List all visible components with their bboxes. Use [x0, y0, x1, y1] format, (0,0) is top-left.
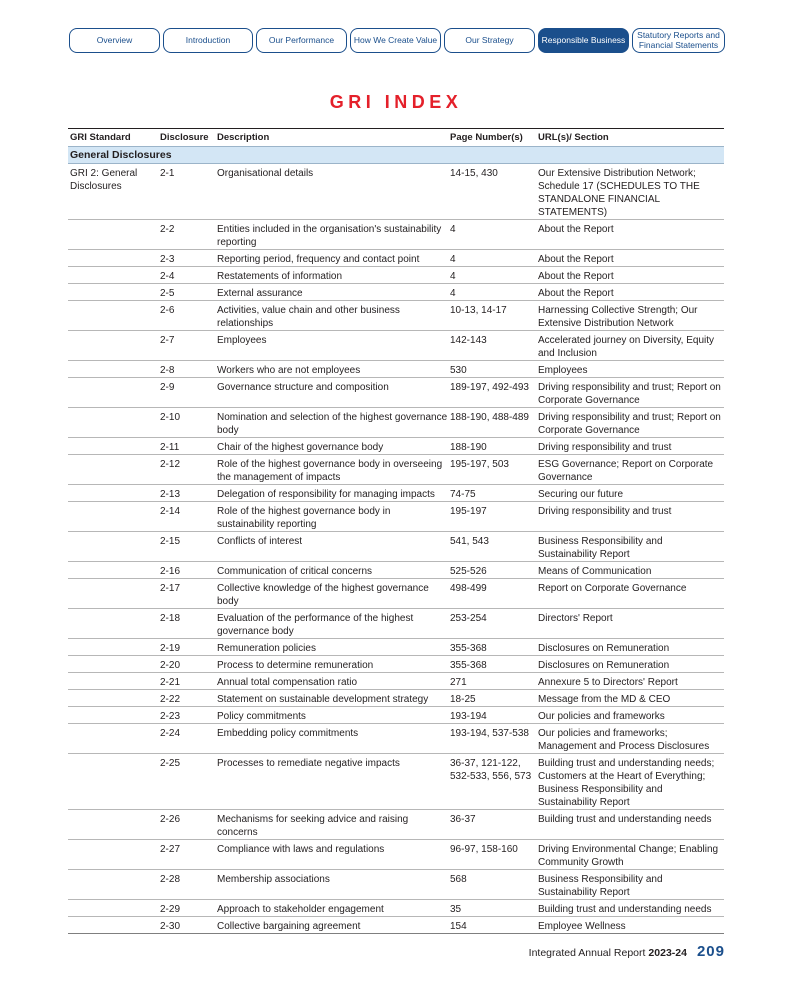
- page-numbers-cell: 541, 543: [450, 536, 489, 547]
- url-section-cell: Driving responsibility and trust: [538, 506, 672, 517]
- description-cell: Organisational details: [217, 168, 314, 179]
- table-row: [68, 690, 724, 707]
- table-row: [68, 639, 724, 656]
- description-cell: Evaluation of the performance of the highest governance body: [217, 613, 414, 637]
- description-cell: Processes to remediate negative impacts: [217, 758, 400, 769]
- disclosure-code: 2-23: [160, 711, 181, 722]
- description-cell: Employees: [217, 335, 267, 346]
- description-cell: Compliance with laws and regulations: [217, 844, 385, 855]
- url-section-cell: Annexure 5 to Directors' Report: [538, 677, 678, 688]
- page-numbers-cell: 96-97, 158-160: [450, 844, 518, 855]
- disclosure-code: 2-7: [160, 335, 175, 346]
- description-cell: External assurance: [217, 288, 303, 299]
- disclosure-code: 2-30: [160, 921, 181, 932]
- table-row: [68, 301, 724, 331]
- header-description: Description: [217, 132, 270, 143]
- description-cell: Embedding policy commitments: [217, 728, 359, 739]
- table-row: [68, 754, 724, 810]
- header-page-numbers: Page Number(s): [450, 132, 523, 143]
- footer-report-name: Integrated Annual Report: [528, 947, 646, 959]
- description-cell: Reporting period, frequency and contact point: [217, 254, 420, 265]
- description-cell: Statement on sustainable development strategy: [217, 694, 429, 705]
- page-numbers-cell: 188-190, 488-489: [450, 412, 529, 423]
- table-row: [68, 378, 724, 408]
- url-section-cell: Our policies and frameworks; Management and Process Disclosures: [538, 728, 710, 752]
- description-cell: Activities, value chain and other business relationships: [217, 305, 400, 329]
- tab-introduction[interactable]: Introduction: [163, 28, 253, 53]
- page-number: 209: [696, 943, 725, 960]
- description-cell: Membership associations: [217, 874, 330, 885]
- url-section-cell: Employees: [538, 365, 588, 376]
- page-numbers-cell: 189-197, 492-493: [450, 382, 529, 393]
- table-row: [68, 250, 724, 267]
- disclosure-code: 2-15: [160, 536, 181, 547]
- disclosure-code: 2-20: [160, 660, 181, 671]
- page-numbers-cell: 142-143: [450, 335, 487, 346]
- table-row: [68, 164, 724, 220]
- page-numbers-cell: 36-37: [450, 814, 476, 825]
- url-section-cell: Business Responsibility and Sustainability Report: [538, 874, 663, 898]
- disclosure-code: 2-2: [160, 224, 175, 235]
- tab-overview[interactable]: Overview: [69, 28, 160, 53]
- url-section-cell: Disclosures on Remuneration: [538, 660, 670, 671]
- table-row: [68, 724, 724, 754]
- disclosure-code: 2-27: [160, 844, 181, 855]
- description-cell: Annual total compensation ratio: [217, 677, 358, 688]
- page-numbers-cell: 195-197, 503: [450, 459, 509, 470]
- disclosure-code: 2-28: [160, 874, 181, 885]
- table-row: [68, 438, 724, 455]
- page-numbers-cell: 355-368: [450, 643, 487, 654]
- description-cell: Governance structure and composition: [217, 382, 389, 393]
- disclosure-code: 2-1: [160, 168, 175, 179]
- disclosure-code: 2-9: [160, 382, 175, 393]
- url-section-cell: Harnessing Collective Strength; Our Extensive Distribution Network: [538, 305, 698, 329]
- disclosure-code: 2-26: [160, 814, 181, 825]
- disclosure-code: 2-4: [160, 271, 175, 282]
- page-numbers-cell: 4: [450, 224, 456, 235]
- gri-standard-label: GRI 2: General Disclosures: [70, 168, 138, 192]
- table-header: [68, 128, 724, 146]
- page-numbers-cell: 355-368: [450, 660, 487, 671]
- description-cell: Approach to stakeholder engagement: [217, 904, 384, 915]
- page-numbers-cell: 193-194: [450, 711, 487, 722]
- description-cell: Communication of critical concerns: [217, 566, 373, 577]
- footer-report-year: 2023-24: [648, 947, 687, 959]
- url-section-cell: Employee Wellness: [538, 921, 626, 932]
- table-row: [68, 917, 724, 934]
- table-row: [68, 284, 724, 301]
- page-numbers-cell: 188-190: [450, 442, 487, 453]
- disclosure-code: 2-11: [160, 442, 180, 453]
- disclosure-code: 2-25: [160, 758, 181, 769]
- header-disclosure: Disclosure: [160, 132, 209, 143]
- page-numbers-cell: 530: [450, 365, 467, 376]
- tab-how-we-create-value[interactable]: How We Create Value: [350, 28, 441, 53]
- page-numbers-cell: 193-194, 537-538: [450, 728, 529, 739]
- url-section-cell: About the Report: [538, 254, 614, 265]
- page-numbers-cell: 4: [450, 271, 456, 282]
- section-nav: [69, 28, 725, 53]
- url-section-cell: Our policies and frameworks: [538, 711, 665, 722]
- page-numbers-cell: 271: [450, 677, 467, 688]
- description-cell: Process to determine remuneration: [217, 660, 374, 671]
- url-section-cell: Driving Environmental Change; Enabling Community Growth: [538, 844, 719, 868]
- url-section-cell: Accelerated journey on Diversity, Equity and Inclusion: [538, 335, 715, 359]
- disclosure-code: 2-29: [160, 904, 181, 915]
- disclosure-code: 2-5: [160, 288, 175, 299]
- page-numbers-cell: 10-13, 14-17: [450, 305, 507, 316]
- table-row: [68, 673, 724, 690]
- url-section-cell: About the Report: [538, 288, 614, 299]
- url-section-cell: Driving responsibility and trust: [538, 442, 672, 453]
- table-row: [68, 408, 724, 438]
- table-row: [68, 532, 724, 562]
- gri-index-table: [68, 128, 724, 934]
- table-row: [68, 810, 724, 840]
- url-section-cell: Disclosures on Remuneration: [538, 643, 670, 654]
- url-section-cell: Driving responsibility and trust; Report on Corporate Governance: [538, 382, 721, 406]
- page-numbers-cell: 498-499: [450, 583, 487, 594]
- disclosure-code: 2-8: [160, 365, 175, 376]
- url-section-cell: Report on Corporate Governance: [538, 583, 687, 594]
- section-general-disclosures: General Disclosures: [68, 146, 724, 164]
- disclosure-code: 2-24: [160, 728, 181, 739]
- description-cell: Role of the highest governance body in sustainability reporting: [217, 506, 391, 530]
- table-row: [68, 361, 724, 378]
- url-section-cell: Building trust and understanding needs; Customers at the Heart of Everything; Business Responsibility and Sustainability Report: [538, 758, 715, 808]
- description-cell: Policy commitments: [217, 711, 306, 722]
- table-row: [68, 840, 724, 870]
- table-row: [68, 331, 724, 361]
- table-row: [68, 870, 724, 900]
- table-body: [68, 164, 724, 934]
- page-title: GRI INDEX: [329, 92, 463, 112]
- page-numbers-cell: 14-15, 430: [450, 168, 498, 179]
- url-section-cell: Message from the MD & CEO: [538, 694, 671, 705]
- disclosure-code: 2-17: [160, 583, 181, 594]
- disclosure-code: 2-22: [160, 694, 181, 705]
- page-numbers-cell: 4: [450, 254, 456, 265]
- disclosure-code: 2-13: [160, 489, 181, 500]
- disclosure-code: 2-19: [160, 643, 181, 654]
- page-numbers-cell: 154: [450, 921, 467, 932]
- page-numbers-cell: 36-37, 121-122, 532-533, 556, 573: [450, 758, 532, 782]
- description-cell: Delegation of responsibility for managing impacts: [217, 489, 435, 500]
- tab-our-performance[interactable]: Our Performance: [256, 28, 347, 53]
- table-row: [68, 267, 724, 284]
- header-url-section: URL(s)/ Section: [538, 132, 609, 143]
- page-numbers-cell: 35: [450, 904, 462, 915]
- page-numbers-cell: 253-254: [450, 613, 487, 624]
- url-section-cell: Business Responsibility and Sustainability Report: [538, 536, 663, 560]
- disclosure-code: 2-3: [160, 254, 175, 265]
- description-cell: Remuneration policies: [217, 643, 316, 654]
- table-row: [68, 707, 724, 724]
- table-row: [68, 562, 724, 579]
- page-footer: [529, 943, 725, 960]
- page-numbers-cell: 568: [450, 874, 467, 885]
- page-numbers-cell: 74-75: [450, 489, 476, 500]
- disclosure-code: 2-16: [160, 566, 181, 577]
- table-rows: [68, 164, 724, 934]
- url-section-cell: Securing our future: [538, 489, 624, 500]
- disclosure-code: 2-10: [160, 412, 181, 423]
- url-section-cell: Building trust and understanding needs: [538, 814, 712, 825]
- tab-responsible-business[interactable]: Responsible Business: [538, 28, 629, 53]
- disclosure-code: 2-6: [160, 305, 175, 316]
- table-row: [68, 579, 724, 609]
- disclosure-code: 2-21: [160, 677, 181, 688]
- description-cell: Restatements of information: [217, 271, 343, 282]
- table-row: [68, 485, 724, 502]
- page-numbers-cell: 18-25: [450, 694, 476, 705]
- table-row: [68, 455, 724, 485]
- page-numbers-cell: 525-526: [450, 566, 487, 577]
- url-section-cell: About the Report: [538, 224, 614, 235]
- page-numbers-cell: 195-197: [450, 506, 487, 517]
- url-section-cell: Building trust and understanding needs: [538, 904, 712, 915]
- description-cell: Workers who are not employees: [217, 365, 361, 376]
- header-gri-standard: GRI Standard: [70, 132, 131, 143]
- disclosure-code: 2-18: [160, 613, 181, 624]
- description-cell: Entities included in the organisation's sustainability reporting: [217, 224, 442, 248]
- description-cell: Conflicts of interest: [217, 536, 303, 547]
- table-row: [68, 900, 724, 917]
- disclosure-code: 2-14: [160, 506, 181, 517]
- description-cell: Mechanisms for seeking advice and raising concerns: [217, 814, 409, 838]
- table-row: [68, 609, 724, 639]
- url-section-cell: About the Report: [538, 271, 614, 282]
- url-section-cell: Driving responsibility and trust; Report on Corporate Governance: [538, 412, 721, 436]
- url-section-cell: Our Extensive Distribution Network; Schedule 17 (SCHEDULES TO THE STANDALONE FINANCIAL STATEMENTS): [538, 168, 700, 218]
- table-row: [68, 220, 724, 250]
- url-section-cell: Directors' Report: [538, 613, 613, 624]
- description-cell: Chair of the highest governance body: [217, 442, 384, 453]
- description-cell: Collective knowledge of the highest governance body: [217, 583, 429, 607]
- table-row: [68, 502, 724, 532]
- page-numbers-cell: 4: [450, 288, 456, 299]
- url-section-cell: ESG Governance; Report on Corporate Governance: [538, 459, 714, 483]
- description-cell: Role of the highest governance body in overseeing the management of impacts: [217, 459, 443, 483]
- disclosure-code: 2-12: [160, 459, 181, 470]
- tab-our-strategy[interactable]: Our Strategy: [444, 28, 535, 53]
- description-cell: Nomination and selection of the highest governance body: [217, 412, 448, 436]
- tab-statutory-reports[interactable]: Statutory Reports and Financial Statements: [632, 28, 725, 53]
- url-section-cell: Means of Communication: [538, 566, 652, 577]
- table-row: [68, 656, 724, 673]
- description-cell: Collective bargaining agreement: [217, 921, 361, 932]
